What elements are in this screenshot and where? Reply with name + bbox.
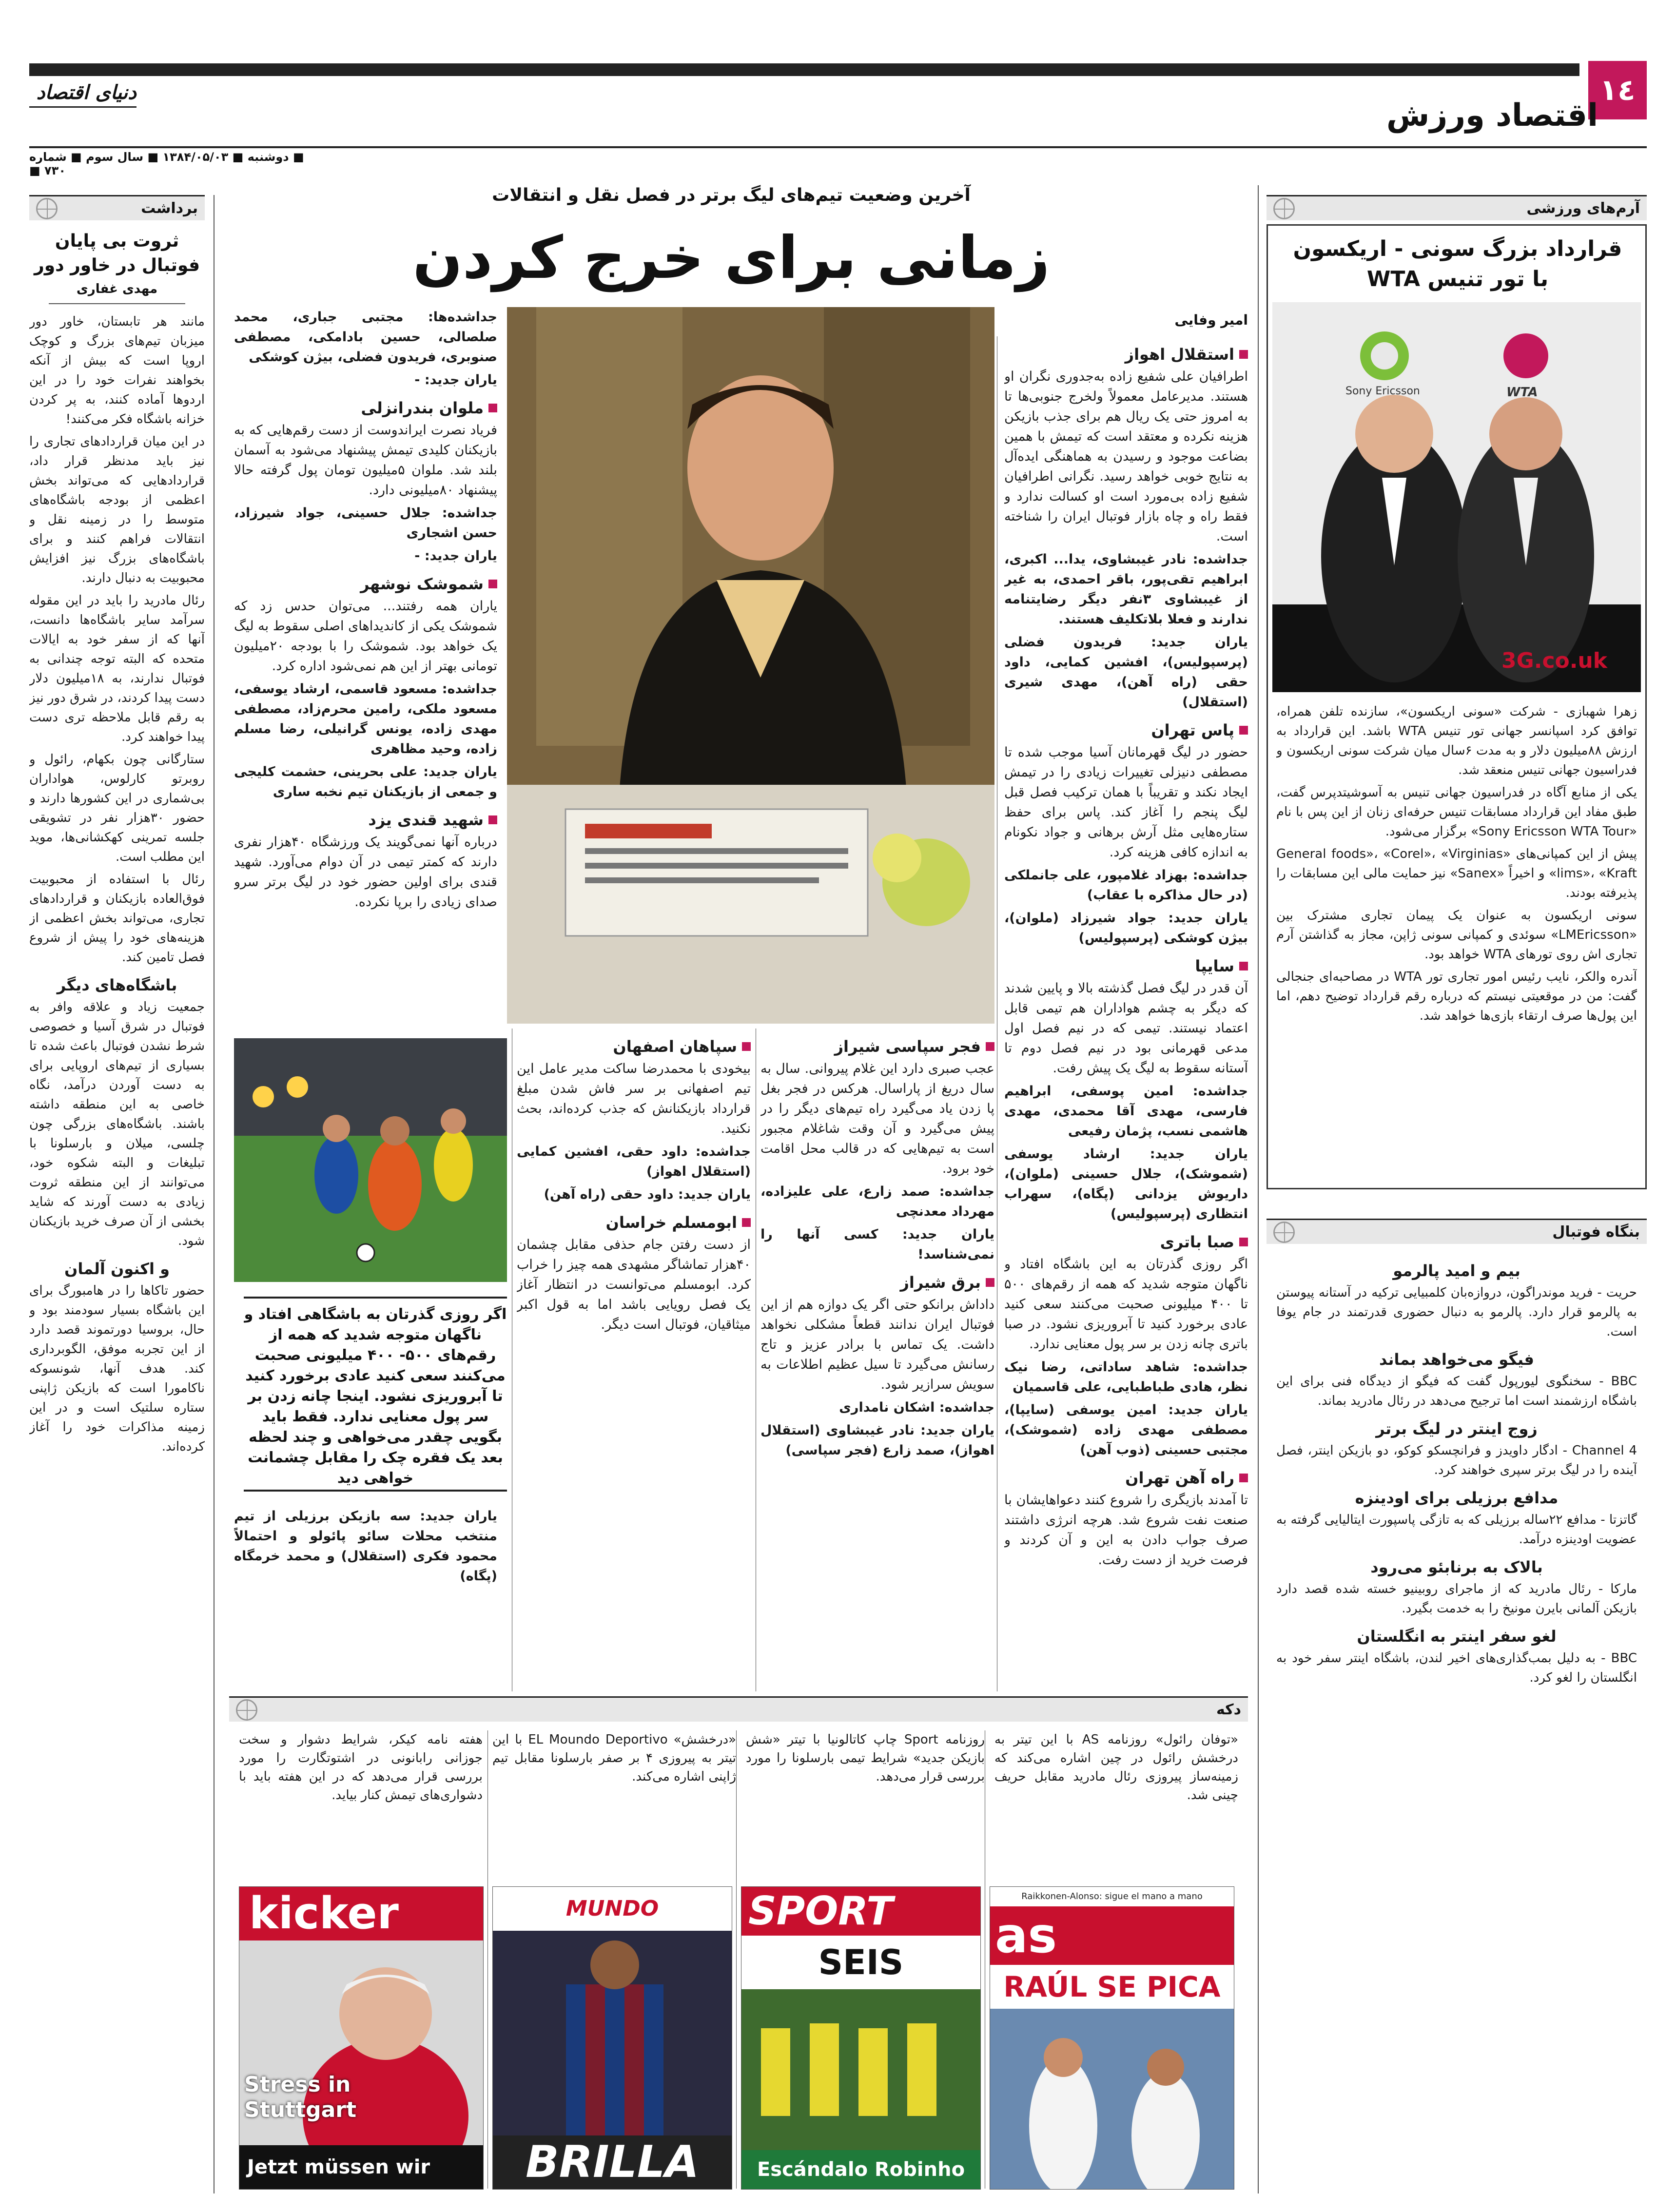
- market-item-title: بیم و امید پالرمو: [1393, 1261, 1520, 1280]
- dakkeh-caption: هفته نامه کیکر، شرایط دشوار و سخت جوزانی رابانونی در اشتوتگارت را مورد بررسی قرار می‌دهد که در این هفته باید با دشواری‌های تیمش کنار بیاید.: [239, 1732, 483, 1803]
- bullet-square-icon: [488, 815, 497, 824]
- joined-list: یاران جدید: ارشاد یوسفی (شموشک)، جلال حسینی (ملوان)، داریوش یزدانی (پگاه)، سهراب انتظاری (پرسپولیس): [1004, 1146, 1248, 1222]
- sponsor-brand: Sony Ericsson: [1345, 385, 1420, 397]
- dakkeh-header: [229, 1696, 1248, 1722]
- newspaper-sport: [741, 1886, 981, 2190]
- team-heading: سپاهان اصفهان: [517, 1035, 751, 1058]
- joined-list: یاران جدید: سه بازیکن برزیلی از تیم منتخب محلات سائو پائولو و احتمالاً محمود فکری (استقلال) و محمد خرمگاه (پگاه): [234, 1509, 497, 1584]
- section-title: اقتصاد ورزش: [1386, 97, 1598, 134]
- team-heading: شهید قندی یزد: [234, 809, 497, 831]
- team-body: یاران همه رفتند... می‌توان حدس زد که شموشک یکی از کاندیداهای اصلی سقوط به لیگ یک خواهد بود. شموشک را با بودجه ۲۰میلیون تومانی بهتر از این هم نمی‌شود اداره کرد.: [234, 599, 497, 674]
- right-feature-title: قرارداد بزرگ سونی - اریکسون با تور تنیس WTA: [1293, 236, 1622, 291]
- bullet-square-icon: [1239, 962, 1248, 970]
- gone-list: جداشده: صمد زارع، علی علیزاده، مهرداد معدنچی: [760, 1184, 994, 1219]
- joined-list: یاران جدید: امین یوسفی (سایپا)، مصطفی مهدی زاده (شموشک)، مجتبی حسینی (ذوب آهن): [1004, 1402, 1248, 1457]
- newspaper-sport-photo: [741, 1989, 980, 2150]
- left-title-rule: [49, 303, 185, 304]
- portrait-photo: [507, 307, 994, 1024]
- right-paragraph: سونی اریکسون به عنوان یک پیمان تجاری مشترک بین «LMEricsson» سوئدی و کمپانی سونی ژاپن، مجاز به گذاشتن آرم تجاری اش روی تورهای WTA خواهد بود.: [1276, 908, 1637, 962]
- logo-text: دنیای اقتصاد: [36, 81, 136, 104]
- left-paragraph: در این میان قراردادهای تجاری را نیز باید مدنظر قرار داد، قراردادهایی که می‌تواند بخش اعظمی از بودجه باشگاه‌های متوسط را در زمینه نقل و انتقالات فراهم کنند و برای باشگاه‌های بزرگ نیز افزایش محبوبیت به دنبال دارند.: [29, 434, 205, 585]
- newspaper-footer: Jetzt müssen wir: [239, 2145, 483, 2189]
- team-body: بیخودی با محمدرضا ساکت مدیر عامل این تیم اصفهانی بر سر فاش شدن مبلغ قرارداد بازیکنانش که جذب کرده‌اند، بحث نکنید.: [517, 1061, 751, 1136]
- market-item-title: فیگو می‌خواهد بماند: [1379, 1350, 1534, 1369]
- right-column-label: آرم‌های ورزشی: [1526, 200, 1640, 217]
- masthead: [0, 0, 1676, 177]
- globe-icon: [1273, 198, 1295, 219]
- gone-list: جداشده: جلال حسینی، جواد شیرزاد، حسن اشجاری: [234, 505, 497, 541]
- gone-list: جداشده‌ها: مجتبی جباری، محمد صلصالی، حسین بادامکی، مصطفی صنوبری، فریدون فضلی، بیژن کوشکی: [234, 310, 497, 365]
- newspaper-mundo: [492, 1886, 732, 2190]
- left-article-title: ثروت بی پایان فوتبال در خاور دور: [34, 231, 200, 275]
- joined-list: یاران جدید: -: [414, 548, 497, 563]
- right-column-label-2: بنگاه فوتبال: [1552, 1223, 1640, 1241]
- page-number: ١٤: [1599, 73, 1636, 107]
- bullet-square-icon: [986, 1278, 994, 1287]
- gone-list: جداشده: اشکان نامداری: [839, 1400, 994, 1415]
- football-illustration: [234, 1038, 507, 1282]
- gone-list: جداشده: مسعود قاسمی، ارشاد یوسفی، مسعود ملکی، رامین محرم‌زاد، مصطفی مهدی زاده، یونس گرانیلی، رضا مسلم زاده، وحید مظاهری: [234, 681, 497, 757]
- right-feature-body: [1276, 702, 1637, 1184]
- joined-list: یاران جدید: -: [414, 372, 497, 388]
- bullet-square-icon: [1239, 726, 1248, 735]
- team-body: داداش برانکو حتی اگر یک دوازه هم از این فوتبال ایران ندانند قطعاً مشکلی نخواهد داشت. یک تماس با برادر عزیز و تاج رسانش می‌گیرد تا سیل عظیم اطلاعات به سویش سرازیر شود.: [760, 1297, 994, 1392]
- right-paragraph: زهرا شهبازی - شرکت «سونی اریکسون»، سازنده تلفن همراه، توافق کرد اسپانسر جهانی تور تنیس WTA باشد. این قرارداد به ارزش ۸۸میلیون دلار و به مدت ۶سال میان شرکت سونی اریکسون و فدراسیون جهانی تنیس منعقد شد.: [1276, 704, 1637, 777]
- team-body: درباره آنها نمی‌گویند یک ورزشگاه ۴۰هزار نفری دارند که کمتر تیمی در آن دوام می‌آورد. شهید قندی برای اولین حضور خود در لیگ برتر سرو صدای زیادی را برپا نکرده.: [234, 834, 497, 910]
- market-item-title: مدافع برزیلی برای اودینزه: [1355, 1489, 1559, 1507]
- team-body: تا آمدند بازیگری را شروع کنند دعواهایشان با صنعت نفت شروع شد. هرچه انرژی داشتند صرف جواب دادن به این و آن کردند و فرصت خرید از دست رفت.: [1004, 1493, 1248, 1568]
- bullet-square-icon: [742, 1218, 751, 1227]
- joined-list: یاران جدید: فریدون فضلی (پرسپولیس)، افشین کمایی، داود حقی (راه آهن)، مهدی شیری (استقلال): [1004, 635, 1248, 710]
- market-item-body: گاتزتا - مدافع ۲۲ساله برزیلی که به تازگی پاسپورت ایتالیایی گرفته به عضویت اودینزه درآمد.: [1276, 1513, 1637, 1547]
- dakkeh-caption: «درخشش» EL Moundo Deportivo با این تیتر به پیروزی ۴ بر صفر بارسلونا مقابل تیم ژاپنی اشاره می‌کند.: [492, 1732, 736, 1784]
- main-col-1-bottom: [234, 1506, 497, 1687]
- sponsor-logo: WTA: [1506, 385, 1538, 400]
- pull-quote: اگر روزی گذرتان به باشگاهی افتاد و ناگهان متوجه شدید که همه از رقم‌های ۵۰۰- ۴۰۰ میلیونی صحبت می‌کنند سعی کنید عادی برخورد کنید تا آبروریزی نشود. اینجا چانه زدن بر سر پول معنایی ندارد. فقط باید بگویی چقدر می‌خواهی و چند لحظه بعد یک فقره چک را مقابل چشمانت خواهی دید: [244, 1297, 507, 1492]
- globe-icon: [36, 198, 58, 219]
- market-item-body: Channel 4 - ادگار داویدز و فرانچسکو کوکو، دو بازیکن اینتر، فصل آینده را در لیگ برتر سپری خواهند کرد.: [1276, 1443, 1637, 1477]
- gone-list: جداشده: داود حقی، افشین کمایی (استقلال اهواز): [517, 1144, 751, 1179]
- newspaper-footer: Escándalo Robinho: [741, 2150, 980, 2189]
- masthead-bottom-rule: [29, 146, 1647, 148]
- newspaper-masthead: SPORT: [741, 1887, 980, 1936]
- sponsor-url: 3G.co.uk: [1501, 648, 1608, 673]
- newspaper-headline: BRILLA: [493, 2135, 732, 2189]
- team-heading: شموشک نوشهر: [234, 573, 497, 595]
- right-paragraph: آندره والکر، نایب رئیس امور تجاری تور WTA در مصاحبه‌ای جنجالی گفت: من در موقعیتی نیستم که درباره رقم قرارداد توضیح دهم، اما این پول‌ها صرف ارتقاء بازی‌ها خواهد شد.: [1276, 970, 1637, 1023]
- joined-list: یاران جدید: نادر غیبشاوی (استقلال اهواز)، صمد زارع (فجر سپاسی): [760, 1423, 994, 1458]
- team-body: عجب صبری دارد این غلام پیروانی. سال به سال دریغ از پاراسال. هرکس در فجر بغل پا زدن یاد می‌گیرد راه تیم‌های دیگر را در پیش می‌گیرد و آن وقت شاغلام مجبور است به تیم‌هایی که در قالب محل اقامت خود برود.: [760, 1061, 994, 1176]
- bullet-square-icon: [488, 580, 497, 588]
- globe-icon: [236, 1699, 257, 1721]
- newspaper-headline: SEIS: [741, 1936, 980, 1989]
- newspaper-mundo-photo: [493, 1931, 732, 2135]
- dateline: ■ دوشنبه ■ ۱۳۸۴/۰۵/۰۳ ■ سال سوم ■ شماره ۷۳۰ ■: [29, 150, 304, 177]
- left-column-label: برداشت: [141, 200, 198, 217]
- main-col-4: [1004, 336, 1248, 1687]
- right-paragraph: پیش از این کمپانی‌های «General foods»، «Corel»، «Virginias lims»، «Kraft» و اخیراً «Sanex» نیز حمایت مالی این مسابقات را پذیرفته بودند.: [1276, 847, 1637, 900]
- left-subhead: باشگاه‌های دیگر: [57, 976, 177, 994]
- right-paragraph: یکی از منابع آگاه در فدراسیون جهانی تنیس به آسوشیتدپرس گفت، طبق مفاد این قرارداد مسابقات تنیس حرفه‌ای زنان از این پس با نام «Sony Ericsson WTA Tour» برگزار می‌شود.: [1276, 785, 1637, 839]
- joined-list: یاران جدید: کسی آنها را نمی‌شناسد!: [760, 1227, 994, 1262]
- football-photo: [234, 1038, 507, 1282]
- market-item-title: بالاک به برنابئو می‌رود: [1370, 1558, 1543, 1576]
- sponsor-photo: [1272, 302, 1641, 692]
- main-col-1-top: [234, 307, 497, 1033]
- newspaper-as-photo: [990, 2009, 1234, 2189]
- left-paragraph: رئال مادرید را باید در این مقوله سرآمد سایر باشگاه‌ها دانست، آنها که از سفر خود به ایالات متحده که البته توجه چندانی به فوتبال ندارند، به ۱۸میلیون دلار دست پیدا کردند، در شرق دور نیز به رقم قابل ملاحظه تری دست پیدا خواهند کرد.: [29, 593, 205, 744]
- team-heading: راه آهن تهران: [1004, 1467, 1248, 1489]
- newspaper-headline: Stress in Stuttgart: [244, 2072, 357, 2122]
- left-paragraph: مانند هر تابستان، خاور دور میزبان تیم‌های بزرگ و کوچک اروپا است که بیش از آنکه بخواهند نفرات خود را در این اردوها آماده کنند، به پر کردن خزانه باشگاه فکر می‌کنند!: [29, 314, 205, 427]
- globe-icon: [1273, 1222, 1295, 1243]
- newspaper-masthead: as: [990, 1906, 1234, 1965]
- market-item-body: مارکا - رئال مادرید که از ماجرای روبینیو خسته شده قصد دارد بازیکن آلمانی بایرن مونیخ را به خدمت بگیرد.: [1276, 1582, 1637, 1616]
- newspaper-kicker: [239, 1886, 484, 2190]
- gone-list: جداشده: نادر غیبشاوی، یدا... اکبری، ابراهیم تقی‌پور، باقر احمدی، به غیر از غیبشاوی ۳نفر دیگر رضایتنامه ندارند و فعلا بلاتکلیف هستند.: [1004, 552, 1248, 627]
- market-item-body: BBC - سخنگوی لیورپول گفت که فیگو از دیدگاه فنی برای این باشگاه ارزشمند است اما ترجیح می‌دهد در رئال مادرید بماند.: [1276, 1374, 1637, 1408]
- masthead-top-rule: [29, 63, 1579, 76]
- logo: [29, 78, 136, 108]
- newspaper-masthead: kicker: [239, 1887, 483, 1940]
- team-body: از دست رفتن جام حذفی مقابل چشمان ۴۰هزار تماشاگر مشهدی همه چیز را خراب کرد. ابومسلم می‌توانست در انتظار آغاز یک فصل رویایی باشد اما به قول اکبر میثاقیان، فوتبال است دیگر.: [517, 1237, 751, 1332]
- newspaper-as: [990, 1886, 1234, 2190]
- joined-list: یاران جدید: علی بحرینی، حشمت کلیجی و جمعی از بازیکنان تیم نخبه ساری: [234, 764, 497, 799]
- left-subhead: و اکنون آلمان: [64, 1260, 170, 1278]
- market-item-title: زوج اینتر در لیگ برتر: [1376, 1419, 1538, 1438]
- newspaper-kicker: Raikkonen-Alonso: sigue el mano a mano: [990, 1887, 1234, 1906]
- left-paragraph: ستارگانی چون بکهام، رائول و روبرتو کارلوس، هواداران بی‌شماری در این کشورها دارند و حضور ۳۰هزار نفر در تشویقی جلسه تمرینی کهکشانی‌ها، موید این مطلب است.: [29, 752, 205, 864]
- market-item-body: حریت - فرید موندراگون، دروازه‌بان کلمبیایی ترکیه در آستانه پیوستن به پالرمو قرار دارد. پالرمو به دنبال حضوری قدرتمند در جام یوفا است.: [1276, 1285, 1637, 1339]
- team-heading: فجر سپاسی شیراز: [760, 1035, 994, 1058]
- gone-list: جداشده: امین پوسفی، ابراهیم فارسی، مهدی آقا محمدی، مهدی هاشمی نسب، پژمان رفیعی: [1004, 1084, 1248, 1139]
- main-col-3: [760, 1028, 994, 1687]
- main-kicker: آخرین وضعیت تیم‌های لیگ برتر در فصل نقل و انتقالات: [492, 185, 971, 205]
- team-heading: پاس تهران: [1004, 719, 1248, 741]
- dakkeh-divider: [736, 1730, 737, 2189]
- team-heading: سایپا: [1004, 955, 1248, 977]
- left-column-header: [29, 195, 205, 220]
- bullet-square-icon: [742, 1042, 751, 1051]
- main-col-2: [517, 1028, 751, 1687]
- main-author: امیر وفایی: [1174, 312, 1248, 328]
- dakkeh-divider: [487, 1730, 488, 2189]
- joined-list: یاران جدید: داود حقی (راه آهن): [544, 1187, 751, 1202]
- bullet-square-icon: [1239, 1474, 1248, 1482]
- team-heading: ابومسلم خراسان: [517, 1211, 751, 1234]
- sponsor-illustration: [1272, 302, 1641, 692]
- newspaper-masthead: MUNDO: [493, 1887, 732, 1931]
- gone-list: جداشده: بهزاد غلامپور، علی جانملکی (در حال مذاکره با عقاب): [1004, 868, 1248, 903]
- team-body: فریاد نصرت ایراندوست از دست رقم‌هایی که به بازیکنان کلیدی تیمش پیشنهاد می‌شود به آسمان بلند شد. ملوان ۵میلیون تومان پول گرفته حالا پیشنهاد ۸۰میلیونی دارد.: [234, 423, 497, 498]
- dakkeh-label: دکه: [1216, 1701, 1241, 1718]
- team-body: اگر روزی گذرتان به این باشگاه افتاد و ناگهان متوجه شدید که همه از رقم‌های ۵۰۰ تا ۴۰۰ میلیونی صحبت می‌کنند سعی کنید عادی برخورد کنید تا آبروریزی نشود. در صبا باتری چانه زدن بر سر پول معنایی ندارد.: [1004, 1257, 1248, 1352]
- team-heading: ملوان بندرانزلی: [234, 397, 497, 419]
- left-article-body: [29, 312, 205, 2189]
- team-body: آن قدر در لیگ فصل گذشته بالا و پایین شدند که دیگر به چشم هواداران هم تیمی قابل اعتماد نیستند. تیمی که در نیم فصل اول مدعی قهرمانی بود در نیم فصل دوم تا آستانه سقوط به لیگ یک پیش رفت.: [1004, 981, 1248, 1076]
- gone-list: جداشده: شاهد ساداتی، رضا نیک نظر، هادی طباطبایی، علی قاسمیان: [1004, 1359, 1248, 1395]
- market-item-body: BBC - به دلیل بمب‌گذاری‌های اخیر لندن، باشگاه اینتر سفر خود به انگلستان را لغو کرد.: [1276, 1651, 1637, 1685]
- team-heading: صبا باتری: [1004, 1231, 1248, 1253]
- football-market-list: [1276, 1253, 1637, 2189]
- team-body: اطرافیان علی شفیع زاده به‌جدوری نگران او هستند. مدیرعامل معمولاً ولخرج جنوبی‌ها تا به امروز حتی یک ریال هم برای جذب بازیکن هزینه نکرده و معتقد است که تیمش با همین بضاعت موجود و رسیدن به هماهنگی ایده‌آل به نتایج خوبی خواهد رسید. نگرانی اطرافیان شفیع زاده بی‌مورد است او کسالت ندارد و فقط راه و چاه بازار فوتبال ایران را شناخته است.: [1004, 369, 1248, 544]
- left-paragraph: حضور تاکاها را در هامبورگ برای این باشگاه بسیار سودمند بود و حال، بروسیا دورتموند قصد دارد از این تجربه موفق، الگوبرداری کند. هدف آنها، شونسوکه ناکامورا است که بازیکن ژاپنی ستاره سلتیک است و در این زمینه مذاکرات خود را آغاز کرده‌اند.: [29, 1283, 205, 1454]
- team-heading: استقلال اهواز: [1004, 343, 1248, 366]
- left-paragraph: جمعیت زیاد و علاقه وافر به فوتبال در شرق آسیا و خصوصی شرط نشدن فوتبال باعث شده تا بسیاری از تیم‌های اروپایی برای به دست آوردن درآمد، نگاه خاصی به این منطقه داشته باشند. باشگاه‌های بزرگی چون چلسی، میلان و بارسلونا با تبلیغات و البته شکوه خود، می‌توانند از این منطقه ثروت زیادی به دست آورند که شاید بخشی از آن صرف خرید بازیکنان شود.: [29, 1000, 205, 1248]
- portrait-illustration: [507, 307, 994, 1024]
- left-article-author: مهدی غفاری: [76, 282, 158, 296]
- bullet-square-icon: [1239, 1238, 1248, 1246]
- left-paragraph: رئال با استفاده از محبوبیت فوق‌العاده بازیکنان و قراردادهای تجاری، می‌تواند بخش اعظمی از هزینه‌های خود را پیش از شروع فصل تامین کند.: [29, 872, 205, 965]
- right-column-header: [1267, 195, 1647, 220]
- right-column-header-2: [1267, 1219, 1647, 1244]
- team-body: حضور در لیگ قهرمانان آسیا موجب شده تا مصطفی دنیزلی تغییرات زیادی را در تیمش ایجاد نکند و تقریباً با همان ترکیب فصل قبل لیگ پنجم را آغاز کند. پاس برای حفظ ستاره‌هایی مثل آرش برهانی و جواد نکونام به اندازه کافی هزینه کرد.: [1004, 745, 1248, 860]
- right-column-divider: [1258, 185, 1259, 2193]
- bullet-square-icon: [1239, 350, 1248, 359]
- newspaper-headline: RAÚL SE PICA: [990, 1965, 1234, 2009]
- bullet-square-icon: [488, 404, 497, 412]
- market-item-title: لغو سفر اینتر به انگلستان: [1357, 1627, 1557, 1646]
- team-heading: برق شیراز: [760, 1271, 994, 1294]
- bullet-square-icon: [986, 1042, 994, 1051]
- dakkeh-caption: «توفان رائول» روزنامه AS با این تیتر به درخشش رائول در چین اشاره می‌کند که زمینه‌ساز پیروزی رئال مادرید مقابل حریف چینی شد.: [994, 1732, 1238, 1803]
- joined-list: یاران جدید: جواد شیرزاد (ملوان)، بیژن کوشکی (پرسپولیس): [1004, 911, 1248, 946]
- main-headline: زمانی برای خرج کردن: [412, 224, 1050, 292]
- dakkeh-caption: روزنامه Sport چاپ کاتالونیا با تیتر «شش بازیکن جدید» شرایط تیمی بارسلونا را مورد بررسی قرار می‌دهد.: [746, 1732, 985, 1784]
